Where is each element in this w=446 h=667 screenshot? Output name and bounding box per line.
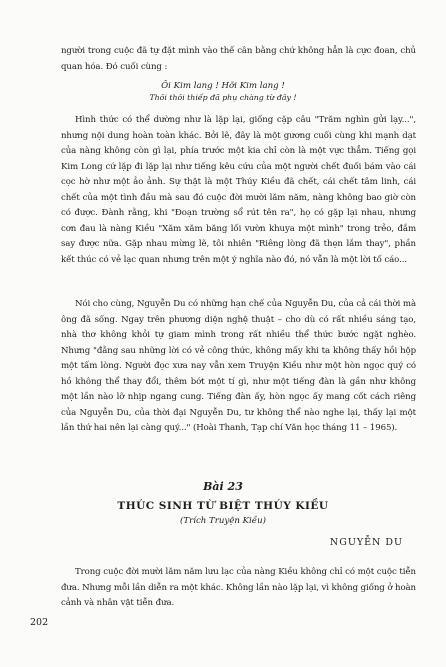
page-number: 202 xyxy=(30,617,49,628)
intro-paragraph: Trong cuộc đời mười lăm năm lưu lạc của nàng Kiều không chỉ có một cuộc tiễn đưa. Nhưng mỗi lần diễn ra một khác. Không lần nào lặp lại, vì không giống ở hoàn cảnh và nhân vật tiễn đưa. xyxy=(61,567,416,608)
top-paragraph: người trong cuộc đã tự đặt mình vào thế cân bằng chứ không hẳn là cực đoan, chủ quan hóa. Đó cuối cùng : xyxy=(61,46,416,72)
analysis-paragraph-1: Hình thức có thể dường như là lặp lại, giống cặp câu "Trăm nghìn gửi lạy...", nhưng nội dung hoàn toàn khác. Bởi lẽ, đây là một gương cuối cùng khi mạnh dạt của nàng không còn gì lại, phía trước một kia chỉ còn là một vực thẳm. Tiếng gọi Kim Long cứ lặp đi lặp lại như tiếng kêu cứu của một người chết đuối bám vào cái cọc hờ như một ảo ảnh. Sự thật là một Thúy Kiều đã chết, cái chết tâm linh, cái chết của một tình đầu mà sau đó cuộc đời mười lăm năm, nàng không bao giờ còn có được. Đành rằng, khi "Đoạn trường sổ rút tên ra", họ có gặp lại nhau, nhưng cơn đau là nàng Kiều "Xăm xăm băng lối vườn khuya một mình" trong trẻo, đắm say được nữa. Gặp nhau mừng lẽ, tôi nhiên "Riêng lòng đã thẹn lắm thay", phần kết thúc có vẻ lạc quan nhưng trên một ý nghĩa nào đó, nó vẫn là một lời tố cáo... xyxy=(61,115,416,265)
verse-line-1: Ôi Kim lang ! Hỡi Kim lang ! xyxy=(161,81,285,91)
lesson-title: THÚC SINH TỪ BIỆT THÚY KIỀU xyxy=(117,500,329,512)
author-name: NGUYỄN DU xyxy=(329,537,403,548)
lesson-source: (Trích Truyện Kiều) xyxy=(180,516,266,526)
lesson-number: Bài 23 xyxy=(203,480,243,493)
verse-line-2: Thôi thôi thiếp đã phụ chàng từ đây ! xyxy=(149,93,297,102)
analysis-paragraph-2: Nói cho cùng, Nguyễn Du có những hạn chế của Nguyễn Du, của cả cái thời mà ông đã sống. Ngay trên phương diện nghệ thuật – cho dù có rất nhiều sáng tạo, nhà thơ không khỏi tự giam mình trong rất nhiều thể thức bước ngặt nghèo. Nhưng "đằng sau những lời có vẻ công thức, không mấy khi ta không thấy hồi hộp một tấm lòng. Người đọc xưa nay vẫn xem Truyện Kiều như một hòn ngọc quý có hồ không thể thay đổi, thêm bớt một tí gì, như một tiếng đàn là gần như không một lần nào lỡ nhịp ngang cung. Tiếng đàn ấy, hòn ngọc ấy mang cốt cách riêng của Nguyễn Du, của thời đại Nguyễn Du, tư không thể nào nghe lại, thấy lại một lần thứ hai nên lại càng quý..." (Hoài Thanh, Tạp chí Văn học tháng 11 – 1965). xyxy=(61,299,416,433)
